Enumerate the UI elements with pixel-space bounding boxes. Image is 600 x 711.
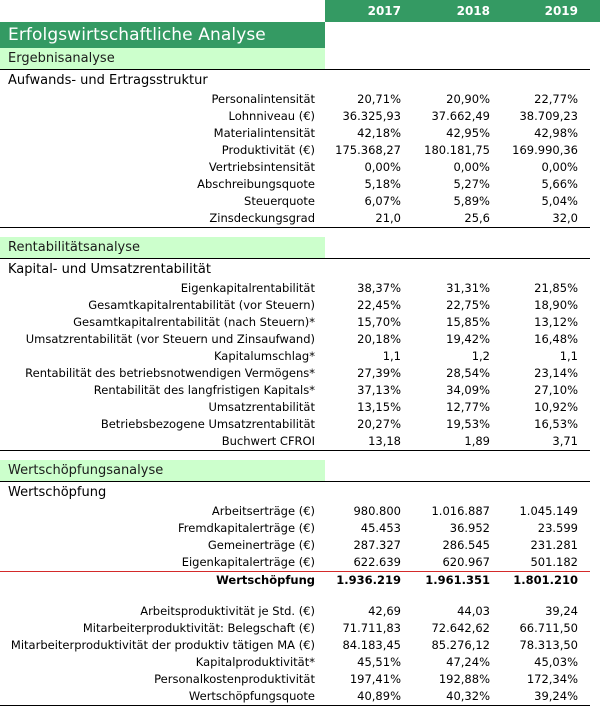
row-value-2019: 1,1 — [559, 349, 578, 363]
row-value-2019: 21,85% — [534, 281, 578, 295]
group-heading-0-0: Aufwands- und Ertragsstruktur — [8, 73, 208, 88]
row-value-2017: 6,07% — [364, 194, 401, 208]
row-endpad — [590, 503, 600, 520]
section-band-label-0: Ergebnisanalyse — [0, 48, 325, 70]
row-value-2017: 20,27% — [357, 417, 401, 431]
row-value-2019: 5,66% — [541, 177, 578, 191]
row-value-2018: 36.952 — [449, 521, 490, 535]
row-endpad — [590, 365, 600, 382]
row-value-2019: 27,10% — [534, 383, 578, 397]
total-value-2018: 1.961.351 — [413, 572, 502, 590]
row-endpad — [590, 331, 600, 348]
row-endpad — [590, 314, 600, 331]
row-value-2017: 15,70% — [357, 315, 401, 329]
table-row — [0, 297, 600, 314]
table-row — [0, 365, 600, 382]
row-label: Arbeitserträge (€) — [211, 504, 315, 518]
row-endpad — [590, 159, 600, 176]
section-gap — [0, 228, 600, 238]
row-endpad — [590, 108, 600, 125]
row-label: Eigenkapitalerträge (€) — [181, 555, 315, 569]
row-value-2018: 192,88% — [438, 672, 490, 686]
row-label: Steuerquote — [244, 194, 315, 208]
row-endpad — [590, 537, 600, 554]
row-label: Produktivität (€) — [221, 143, 315, 157]
row-value-2018: 5,89% — [453, 194, 490, 208]
table-row — [0, 142, 600, 159]
row-value-2017: 22,45% — [357, 298, 401, 312]
title-row — [0, 22, 600, 48]
row-label: Personalintensität — [211, 92, 315, 106]
row-endpad — [590, 654, 600, 671]
row-value-2019: 18,90% — [534, 298, 578, 312]
row-value-2018: 286.545 — [442, 538, 490, 552]
row-value-2017: 175.368,27 — [335, 143, 401, 157]
row-value-2017: 45.453 — [360, 521, 401, 535]
table-row — [0, 554, 600, 572]
row-value-2018: 34,09% — [446, 383, 490, 397]
row-value-2017: 40,89% — [325, 688, 413, 706]
table-row — [0, 210, 600, 228]
section-band-fill-b — [413, 237, 502, 259]
row-value-2017: 20,18% — [357, 332, 401, 346]
title-filler-2 — [413, 22, 502, 48]
row-value-2018: 42,95% — [446, 126, 490, 140]
row-value-2019: 66.711,50 — [519, 621, 578, 635]
group-heading-fill-c — [502, 70, 590, 92]
gap-cell — [0, 228, 325, 238]
row-value-2019: 172,34% — [526, 672, 578, 686]
row-label: Abschreibungsquote — [197, 177, 315, 191]
gap-cell — [502, 589, 590, 598]
row-label: Betriebsbezogene Umsatzrentabilität — [100, 417, 315, 431]
section-band-label-1: Rentabilitätsanalyse — [0, 237, 325, 259]
row-label: Personalkostenproduktivität — [154, 672, 315, 686]
group-heading-row — [0, 259, 600, 281]
table-row — [0, 399, 600, 416]
row-endpad — [590, 125, 600, 142]
row-value-2019: 0,00% — [541, 160, 578, 174]
gap-cell — [590, 451, 600, 461]
row-label: Eigenkapitalrentabilität — [180, 281, 315, 295]
row-label: Materialintensität — [213, 126, 315, 140]
section-band-fill-d — [590, 48, 600, 70]
row-value-2017: 13,18 — [325, 433, 413, 451]
section-band-fill-a — [325, 460, 413, 482]
year-header-endpad — [590, 0, 600, 22]
row-endpad — [590, 297, 600, 314]
gap-cell — [0, 589, 325, 598]
row-endpad — [590, 91, 600, 108]
group-heading-1-0: Kapital- und Umsatzrentabilität — [8, 262, 211, 277]
row-label: Kapitalumschlag* — [213, 349, 315, 363]
group-heading-fill-c — [502, 482, 590, 504]
page-title: Erfolgswirtschaftliche Analyse — [0, 22, 325, 48]
group-heading-fill-a — [325, 482, 413, 504]
row-value-2019: 42,98% — [534, 126, 578, 140]
row-endpad — [590, 193, 600, 210]
row-value-2017: 42,69 — [368, 604, 401, 618]
row-endpad — [590, 210, 600, 228]
gap-cell — [413, 451, 502, 461]
title-table — [0, 22, 600, 48]
row-value-2019: 23.599 — [537, 521, 578, 535]
group-heading-fill-a — [325, 70, 413, 92]
row-label: Vertriebsintensität — [208, 160, 315, 174]
group-heading-fill-d — [590, 70, 600, 92]
row-endpad — [590, 433, 600, 451]
row-value-2018: 37.662,49 — [431, 109, 490, 123]
table-row — [0, 382, 600, 399]
table-row — [0, 193, 600, 210]
section-band-fill-c — [502, 237, 590, 259]
row-label: Mitarbeiterproduktivität: Belegschaft (€) — [82, 621, 315, 635]
table-row — [0, 520, 600, 537]
row-value-2019: 5,04% — [541, 194, 578, 208]
row-label: Buchwert CFROI — [0, 433, 325, 451]
row-endpad — [590, 671, 600, 688]
table-row — [0, 91, 600, 108]
table-row — [0, 688, 600, 706]
table-row — [0, 671, 600, 688]
row-value-2018: 25,6 — [413, 210, 502, 228]
total-value-2017: 1.936.219 — [325, 572, 413, 590]
title-filler-3 — [502, 22, 590, 48]
table-row — [0, 348, 600, 365]
row-label: Rentabilität des betriebsnotwendigen Vermögens* — [25, 366, 315, 380]
year-header-spacer — [0, 0, 325, 22]
row-value-2017: 42,18% — [357, 126, 401, 140]
row-label: Lohnniveau (€) — [228, 109, 315, 123]
row-endpad — [590, 520, 600, 537]
row-label: Rentabilität des langfristigen Kapitals* — [93, 383, 315, 397]
row-value-2018: 47,24% — [446, 655, 490, 669]
total-endpad — [590, 572, 600, 590]
row-value-2018: 12,77% — [446, 400, 490, 414]
row-value-2017: 38,37% — [357, 281, 401, 295]
row-value-2019: 39,24% — [502, 688, 590, 706]
table-row — [0, 108, 600, 125]
table-row — [0, 603, 600, 620]
year-header-2017: 2017 — [325, 0, 413, 22]
row-value-2019: 13,12% — [534, 315, 578, 329]
group-heading-fill-d — [590, 259, 600, 281]
section-band-row — [0, 237, 600, 259]
row-value-2019: 10,92% — [534, 400, 578, 414]
row-value-2019: 22,77% — [534, 92, 578, 106]
row-value-2018: 85.276,12 — [431, 638, 490, 652]
row-endpad — [590, 399, 600, 416]
row-value-2017: 37,13% — [357, 383, 401, 397]
row-endpad — [590, 348, 600, 365]
table-row — [0, 416, 600, 433]
year-header-2019: 2019 — [502, 0, 590, 22]
row-value-2017: 197,41% — [349, 672, 401, 686]
row-value-2017: 20,71% — [357, 92, 401, 106]
row-value-2018: 620.967 — [442, 555, 490, 569]
section-wertschoepfungsanalyse — [0, 460, 600, 706]
row-value-2019: 45,03% — [534, 655, 578, 669]
row-value-2018: 180.181,75 — [424, 143, 490, 157]
row-endpad — [590, 176, 600, 193]
row-value-2019: 32,0 — [502, 210, 590, 228]
group-heading-row — [0, 482, 600, 504]
row-endpad — [590, 416, 600, 433]
row-value-2018: 44,03 — [457, 604, 490, 618]
table-row — [0, 503, 600, 520]
row-value-2019: 231.281 — [530, 538, 578, 552]
section-band-fill-b — [413, 48, 502, 70]
table-row — [0, 280, 600, 297]
row-label: Fremdkapitalerträge (€) — [178, 521, 315, 535]
row-value-2017: 1,1 — [382, 349, 401, 363]
row-value-2018: 1,89 — [413, 433, 502, 451]
row-label: Gesamtkapitalrentabilität (vor Steuern) — [88, 298, 315, 312]
row-value-2019: 1.045.149 — [519, 504, 578, 518]
row-endpad — [590, 688, 600, 706]
row-value-2018: 19,53% — [446, 417, 490, 431]
section-band-fill-d — [590, 237, 600, 259]
table-row — [0, 314, 600, 331]
row-value-2018: 1.016.887 — [431, 504, 490, 518]
row-value-2019: 169.990,36 — [512, 143, 578, 157]
total-label: Wertschöpfung — [0, 572, 325, 590]
gap-cell — [325, 589, 413, 598]
row-value-2017: 13,15% — [357, 400, 401, 414]
row-label: Mitarbeiterproduktivität der produktiv tätigen MA (€) — [10, 638, 315, 652]
row-value-2019: 501.182 — [530, 555, 578, 569]
table-row — [0, 159, 600, 176]
row-value-2017: 980.800 — [353, 504, 401, 518]
row-label: Gesamtkapitalrentabilität (nach Steuern)* — [73, 315, 315, 329]
row-value-2017: 71.711,83 — [342, 621, 401, 635]
row-endpad — [590, 554, 600, 572]
row-endpad — [590, 620, 600, 637]
group-heading-fill-b — [413, 70, 502, 92]
row-value-2019: 16,48% — [534, 332, 578, 346]
row-value-2017: 0,00% — [364, 160, 401, 174]
row-label: Arbeitsproduktivität je Std. (€) — [140, 604, 315, 618]
title-filler-1 — [325, 22, 413, 48]
row-label: Wertschöpfungsquote — [0, 688, 325, 706]
gap-cell — [325, 228, 413, 238]
gap-cell — [590, 228, 600, 238]
year-header-2018: 2018 — [413, 0, 502, 22]
section-band-fill-d — [590, 460, 600, 482]
row-value-2018: 19,42% — [446, 332, 490, 346]
row-value-2017: 45,51% — [357, 655, 401, 669]
gap-cell — [0, 451, 325, 461]
row-value-2019: 39,24 — [545, 604, 578, 618]
table-row — [0, 620, 600, 637]
section-band-fill-b — [413, 460, 502, 482]
row-value-2019: 23,14% — [534, 366, 578, 380]
table-row — [0, 637, 600, 654]
row-value-2019: 38.709,23 — [519, 109, 578, 123]
row-value-2018: 0,00% — [453, 160, 490, 174]
section-band-fill-a — [325, 48, 413, 70]
section-band-fill-c — [502, 48, 590, 70]
row-value-2019: 16,53% — [534, 417, 578, 431]
total-value-2019: 1.801.210 — [502, 572, 590, 590]
table-row — [0, 654, 600, 671]
gap-cell — [413, 228, 502, 238]
row-endpad — [590, 637, 600, 654]
row-value-2018: 15,85% — [446, 315, 490, 329]
table-row-total — [0, 572, 600, 590]
row-label: Kapitalproduktivität* — [195, 655, 315, 669]
row-value-2019: 3,71 — [502, 433, 590, 451]
row-value-2017: 287.327 — [353, 538, 401, 552]
table-row — [0, 433, 600, 451]
group-heading-2-0: Wertschöpfung — [8, 485, 107, 500]
row-endpad — [590, 382, 600, 399]
row-value-2018: 31,31% — [446, 281, 490, 295]
row-endpad — [590, 280, 600, 297]
section-rentabilitaetsanalyse — [0, 237, 600, 460]
row-label: Zinsdeckungsgrad — [0, 210, 325, 228]
table-row — [0, 176, 600, 193]
section-band-row — [0, 460, 600, 482]
year-header-table — [0, 0, 600, 22]
group-heading-fill-a — [325, 259, 413, 281]
table-row — [0, 125, 600, 142]
section-ergebnisanalyse — [0, 48, 600, 237]
row-value-2018: 72.642,62 — [431, 621, 490, 635]
section-band-row — [0, 48, 600, 70]
total-gap — [0, 589, 600, 598]
table-row — [0, 331, 600, 348]
row-endpad — [590, 603, 600, 620]
gap-cell — [325, 451, 413, 461]
gap-cell — [413, 589, 502, 598]
row-value-2018: 1,2 — [471, 349, 490, 363]
row-value-2017: 84.183,45 — [342, 638, 401, 652]
row-label: Umsatzrentabilität — [208, 400, 315, 414]
gap-cell — [502, 451, 590, 461]
row-value-2018: 20,90% — [446, 92, 490, 106]
gap-cell — [590, 589, 600, 598]
row-value-2018: 40,32% — [413, 688, 502, 706]
section-band-label-2: Wertschöpfungsanalyse — [0, 460, 325, 482]
row-label: Umsatzrentabilität (vor Steuern und Zinsaufwand) — [25, 332, 315, 346]
section-band-fill-c — [502, 460, 590, 482]
row-value-2019: 78.313,50 — [519, 638, 578, 652]
row-value-2017: 21,0 — [325, 210, 413, 228]
group-heading-fill-b — [413, 482, 502, 504]
row-value-2017: 622.639 — [353, 555, 401, 569]
row-value-2017: 36.325,93 — [342, 109, 401, 123]
title-filler-4 — [590, 22, 600, 48]
year-header-row — [0, 0, 600, 22]
row-value-2018: 5,27% — [453, 177, 490, 191]
gap-cell — [502, 228, 590, 238]
row-value-2017: 5,18% — [364, 177, 401, 191]
group-heading-fill-d — [590, 482, 600, 504]
row-endpad — [590, 142, 600, 159]
section-gap — [0, 451, 600, 461]
group-heading-row — [0, 70, 600, 92]
table-row — [0, 537, 600, 554]
row-label: Gemeinerträge (€) — [207, 538, 315, 552]
row-value-2018: 22,75% — [446, 298, 490, 312]
group-heading-fill-b — [413, 259, 502, 281]
row-value-2018: 28,54% — [446, 366, 490, 380]
section-band-fill-a — [325, 237, 413, 259]
group-heading-fill-c — [502, 259, 590, 281]
row-value-2017: 27,39% — [357, 366, 401, 380]
